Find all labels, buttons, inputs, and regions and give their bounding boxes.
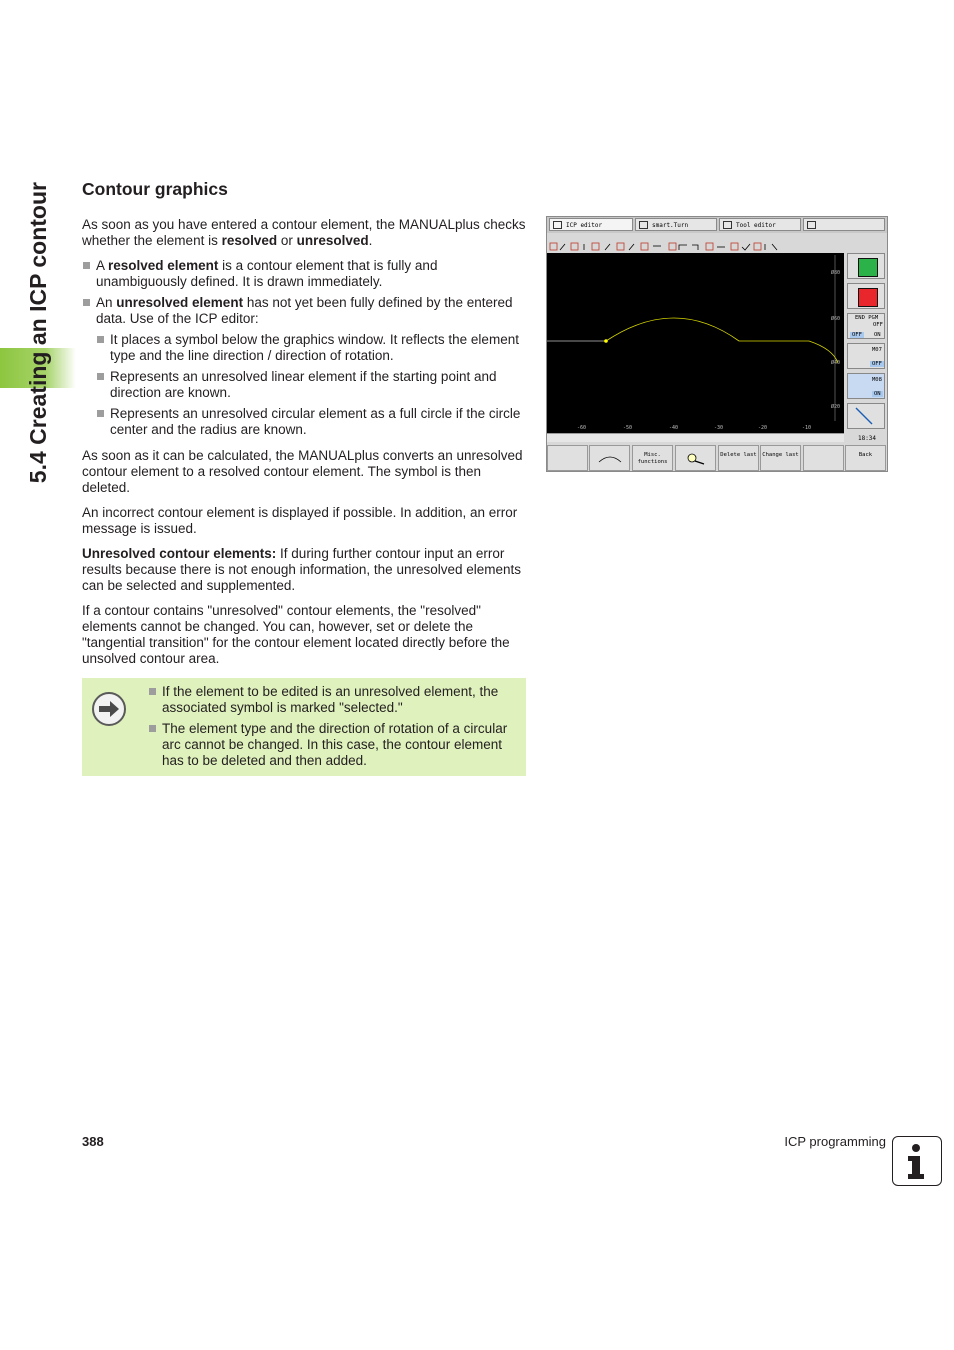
softkey-bar xyxy=(547,445,887,471)
paragraph-unresolved: Unresolved contour elements: If during further contour input an error results because there is not enough information, the unresolved elements can be selected and supplemented. xyxy=(82,546,522,593)
bullet-resolved: A resolved element is a contour element that is fully and unambiguously defined. It is drawn immediately. xyxy=(82,258,526,290)
paragraph-resolved-change: If a contour contains "unresolved" contour elements, the "resolved" elements cannot be changed. You can, however, set or delete the "tangential transition" for the contour element located directly before the unsolved contour area. xyxy=(82,603,510,666)
softkey-misc-functions[interactable]: Misc. functions xyxy=(632,445,673,471)
tool-arrow-icon xyxy=(848,404,884,428)
end-pgm-softkey[interactable]: END PGM OFF OFF ON xyxy=(847,313,885,339)
page-number: 388 xyxy=(82,1134,104,1149)
softkey-arc[interactable] xyxy=(589,445,630,471)
softkey-1[interactable] xyxy=(547,445,588,471)
x-tick-m30: -30 xyxy=(714,425,724,431)
note-box xyxy=(82,678,526,776)
start-icon xyxy=(858,258,878,277)
stop-softkey[interactable] xyxy=(847,283,885,309)
sub-bullet-circular: Represents an unresolved circular element as a full circle if the circle center and the radius are known. xyxy=(96,406,526,438)
softkey-zoom[interactable] xyxy=(675,445,716,471)
m07-softkey[interactable]: M07 OFF xyxy=(847,343,885,369)
note-item-1: If the element to be edited is an unresolved element, the associated symbol is marked "selected." xyxy=(148,684,518,716)
start-softkey[interactable] xyxy=(847,253,885,279)
element-toolbar xyxy=(547,241,887,253)
y-tick-80: Ø80 xyxy=(831,270,841,276)
x-tick-m40: -40 xyxy=(669,425,679,431)
horizontal-scrollbar[interactable] xyxy=(547,433,844,442)
smart-turn-icon xyxy=(639,221,648,229)
sub-bullet-symbol: It places a symbol below the graphics window. It reflects the element type and the line direction / direction of rotation. xyxy=(96,332,526,364)
tab-tool-editor[interactable]: Tool editor xyxy=(719,218,801,231)
note-item-2: The element type and the direction of rotation of a circular arc cannot be changed. In this case, the contour element has to be deleted and then added. xyxy=(148,721,518,769)
softkey-back[interactable]: Back xyxy=(845,445,886,471)
x-tick-m50: -50 xyxy=(623,425,633,431)
softkey-change-last[interactable]: Change last xyxy=(760,445,801,471)
softkey-7[interactable] xyxy=(803,445,844,471)
disk-icon xyxy=(807,221,816,229)
main-content xyxy=(82,178,526,676)
softkey-delete-last[interactable]: Delete last xyxy=(718,445,759,471)
tool-icon xyxy=(723,221,732,229)
icp-icon xyxy=(553,221,562,229)
note-arrow-icon xyxy=(92,692,126,726)
zoom-icon xyxy=(682,452,710,466)
paragraph-incorrect: An incorrect contour element is displayed if possible. In addition, an error message is issued. xyxy=(82,505,518,536)
tab-smart-turn[interactable]: smart.Turn xyxy=(635,218,717,231)
y-tick-60: Ø60 xyxy=(831,316,841,322)
sub-bullet-linear: Represents an unresolved linear element if the starting point and direction are known. xyxy=(96,369,526,401)
bullet-unresolved: An unresolved element has not yet been fully defined by the entered data. Use of the ICP editor: xyxy=(82,295,526,327)
x-tick-m10: -10 xyxy=(802,425,812,431)
icp-editor-screenshot xyxy=(546,216,888,472)
contour-start-point xyxy=(604,339,608,343)
clock: 18:34 xyxy=(857,435,877,442)
x-tick-m60: -60 xyxy=(577,425,587,431)
info-icon xyxy=(892,1136,942,1186)
section-heading: Contour graphics xyxy=(82,179,228,199)
tab-icp-editor[interactable]: ICP editor xyxy=(549,218,633,231)
x-tick-m20: -20 xyxy=(758,425,768,431)
m08-softkey[interactable]: M08 ON xyxy=(847,373,885,399)
stop-icon xyxy=(858,288,878,307)
arc-icon xyxy=(595,452,625,464)
y-tick-20: Ø20 xyxy=(831,404,841,410)
tool-softkey[interactable] xyxy=(847,403,885,429)
y-tick-40: Ø40 xyxy=(831,360,841,366)
screenshot-tab-bar xyxy=(547,217,887,233)
intro-paragraph: As soon as you have entered a contour element, the MANUALplus checks whether the element is resolved or unresolved. xyxy=(82,217,526,248)
paragraph-convert: As soon as it can be calculated, the MANUALplus converts an unresolved contour element to a resolved contour element. The symbol is then deleted. xyxy=(82,448,523,495)
vertical-softkeys xyxy=(845,251,887,441)
footer-chapter: ICP programming xyxy=(784,1134,886,1149)
tab-file[interactable] xyxy=(803,218,885,231)
contour-graphics-window[interactable] xyxy=(547,253,844,433)
